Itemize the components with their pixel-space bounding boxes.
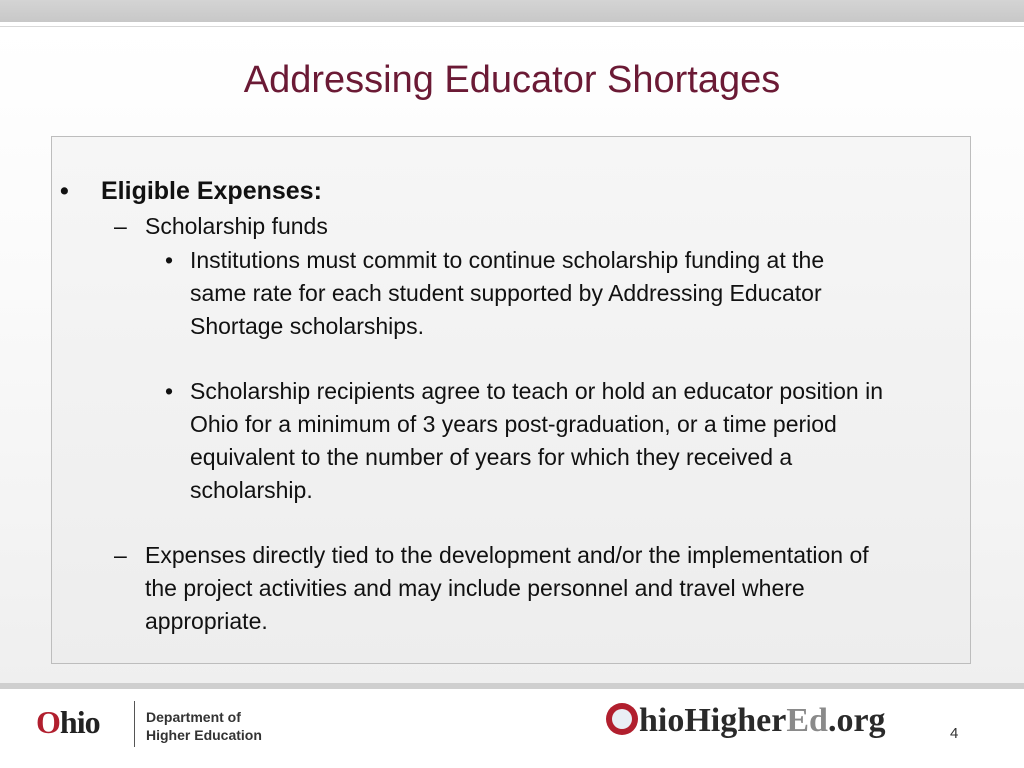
page-number: 4	[950, 725, 959, 742]
item2-line: the project activities and may include personnel and travel where	[145, 575, 805, 601]
dept-line: Higher Education	[146, 727, 262, 743]
top-band	[0, 0, 1024, 22]
item1-sub1-bullet: •	[165, 247, 174, 273]
item1-sub2-bullet: •	[165, 378, 174, 404]
item1-sub2-line: scholarship.	[190, 477, 313, 503]
ohio-logo: Ohio	[36, 704, 100, 740]
item1-sub1-line: same rate for each student supported by Addressing Educator	[190, 280, 822, 306]
eligible-expenses-heading: Eligible Expenses:	[101, 177, 322, 205]
item1-sub2-line: Ohio for a minimum of 3 years post-graduation, or a time period	[190, 411, 837, 437]
item2-dash: –	[114, 542, 127, 568]
item1-text: Scholarship funds	[145, 213, 328, 239]
dept-line: Department of	[146, 709, 241, 725]
level1-bullet: •	[60, 177, 69, 205]
department-logo-text	[146, 708, 262, 744]
slide-title: Addressing Educator Shortages	[243, 59, 781, 101]
item2-line: Expenses directly tied to the development and/or the implementation of	[145, 542, 869, 568]
item1-dash: –	[114, 213, 127, 239]
logo-divider	[134, 701, 135, 747]
item1-sub1-line: Shortage scholarships.	[190, 313, 424, 339]
seal-icon	[606, 703, 638, 735]
item1-sub1-line: Institutions must commit to continue scholarship funding at the	[190, 247, 825, 273]
item2-line: appropriate.	[145, 608, 268, 634]
item1-sub2-line: equivalent to the number of years for which they received a	[190, 444, 793, 470]
ohiohighered-logo: hioHigherEd.org	[606, 702, 886, 746]
item1-sub2-line: Scholarship recipients agree to teach or hold an educator position in	[190, 378, 883, 404]
